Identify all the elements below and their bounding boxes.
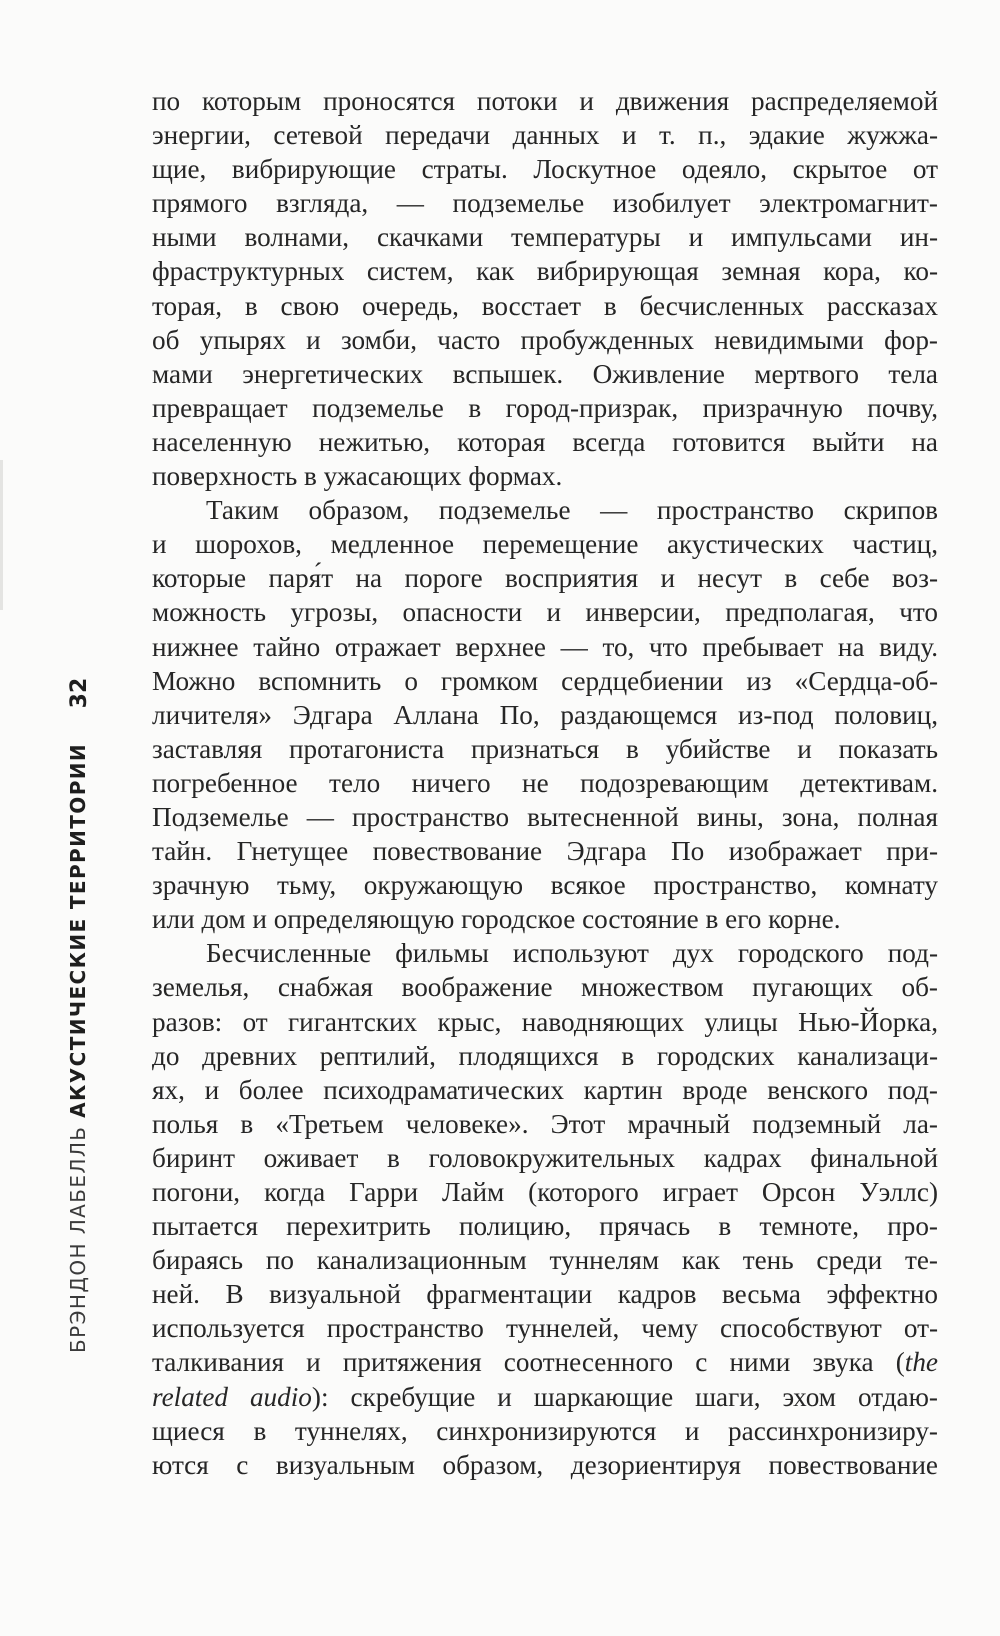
text-line: зрачную тьму, окружающую всякое пространство, комнату <box>152 870 938 901</box>
text-line: мами энергетических вспышек. Оживление мертвого тела <box>152 358 938 389</box>
italic-run: related audio <box>152 1381 312 1412</box>
text-line: и шорохов, медленное перемещение акустических частиц, <box>152 529 938 560</box>
text-line: торая, в свою очередь, восстает в бесчисленных рассказах <box>152 290 938 321</box>
text-line: бираясь по канализационным туннелям как тень среди те- <box>152 1245 938 1276</box>
text-line: разов: от гигантских крыс, наводняющих улицы Нью-Йорка, <box>152 1006 938 1037</box>
text-line: или дом и определяющую городское состояние в его корне. <box>152 904 841 935</box>
text-line: превращает подземелье в город-призрак, призрачную почву, <box>152 392 938 423</box>
text-line: щиеся в туннелях, синхронизируются и рассинхронизиру- <box>152 1415 938 1446</box>
text-line: погребенное тело ничего не подозревающим детективам. <box>152 767 938 798</box>
text-line: до древних рептилий, плодящихся в городских канализаци- <box>152 1040 938 1071</box>
italic-run: the <box>904 1347 938 1378</box>
text-line: земелья, снабжая воображение множеством пугающих об- <box>152 972 938 1003</box>
text-line: фраструктурных систем, как вибрирующая земная кора, ко- <box>152 256 938 287</box>
page-edge-shadow <box>0 460 3 610</box>
text-run: ): скребущие и шаркающие шаги, эхом отдаю- <box>311 1381 938 1412</box>
text-line: которые паря́т на пороге восприятия и несут в себе воз- <box>152 563 938 594</box>
text-line: заставляя протагониста признаться в убийстве и показать <box>152 733 938 764</box>
text-line: личителя» Эдгара Аллана По, раздающемся из-под половиц, <box>152 699 938 730</box>
text-line: ях, и более психодраматических картин вроде венского под- <box>152 1074 938 1105</box>
text-line: ней. В визуальной фрагментации кадров весьма эффектно <box>152 1279 938 1310</box>
text-line: погони, когда Гарри Лайм (которого играет Орсон Уэллс) <box>152 1177 938 1207</box>
text-line: тайн. Гнетущее повествование Эдгара По изображает при- <box>152 836 938 867</box>
text-line: биринт оживает в головокружительных кадрах финальной <box>152 1142 938 1173</box>
text-line: населенную нежитью, которая всегда готовится выйти на <box>152 426 938 457</box>
text-line: щие, вибрирующие страты. Лоскутное одеяло, скрытое от <box>152 154 938 185</box>
text-line: нижнее тайно отражает верхнее — то, что пребывает на виду. <box>152 631 938 662</box>
text-line: прямого взгляда, — подземелье изобилует электромагнит- <box>152 188 938 219</box>
text-line: Бесчисленные фильмы используют дух городского под- <box>206 938 938 969</box>
running-head-text <box>66 743 90 1353</box>
text-line: можность угрозы, опасности и инверсии, предполагая, что <box>152 597 938 628</box>
text-line: ными волнами, скачками температуры и импульсами ин- <box>152 222 938 253</box>
text-line: Подземелье — пространство вытесненной вины, зона, полная <box>152 801 938 832</box>
body-text <box>152 84 938 1482</box>
text-line: Таким образом, подземелье — пространство скрипов <box>206 495 938 526</box>
text-run: используется пространство туннелей, чему способствуют от- <box>152 1313 938 1344</box>
text-line <box>152 1380 938 1414</box>
running-head-author: БРЭНДОН ЛАБЕЛЛЬ <box>66 1125 90 1354</box>
text-line: полья в «Третьем человеке». Этот мрачный подземный ла- <box>152 1108 938 1139</box>
text-line <box>152 1345 938 1379</box>
text-line: по которым проносятся потоки и движения распределяемой <box>152 86 938 116</box>
text-line: энергии, сетевой передачи данных и т. п., эдакие жужжа- <box>152 120 938 151</box>
text-line: пытается перехитрить полицию, прячась в темноте, про- <box>152 1211 938 1242</box>
running-head-title: АКУСТИЧЕСКИЕ ТЕРРИТОРИИ <box>66 742 90 1118</box>
page-number: 32 <box>67 677 92 709</box>
text-line: об упырях и зомби, часто пробужденных невидимыми фор- <box>152 324 938 355</box>
text-run: талкивания и притяжения соотнесенного с ними звука ( <box>152 1347 905 1378</box>
text-line: Можно вспомнить о громком сердцебиении из «Сердца-об- <box>152 665 938 696</box>
text-line: поверхность в ужасающих формах. <box>152 461 563 492</box>
text-line <box>152 1311 938 1345</box>
text-line: ются с визуальным образом, дезориентируя повествование <box>152 1449 938 1480</box>
